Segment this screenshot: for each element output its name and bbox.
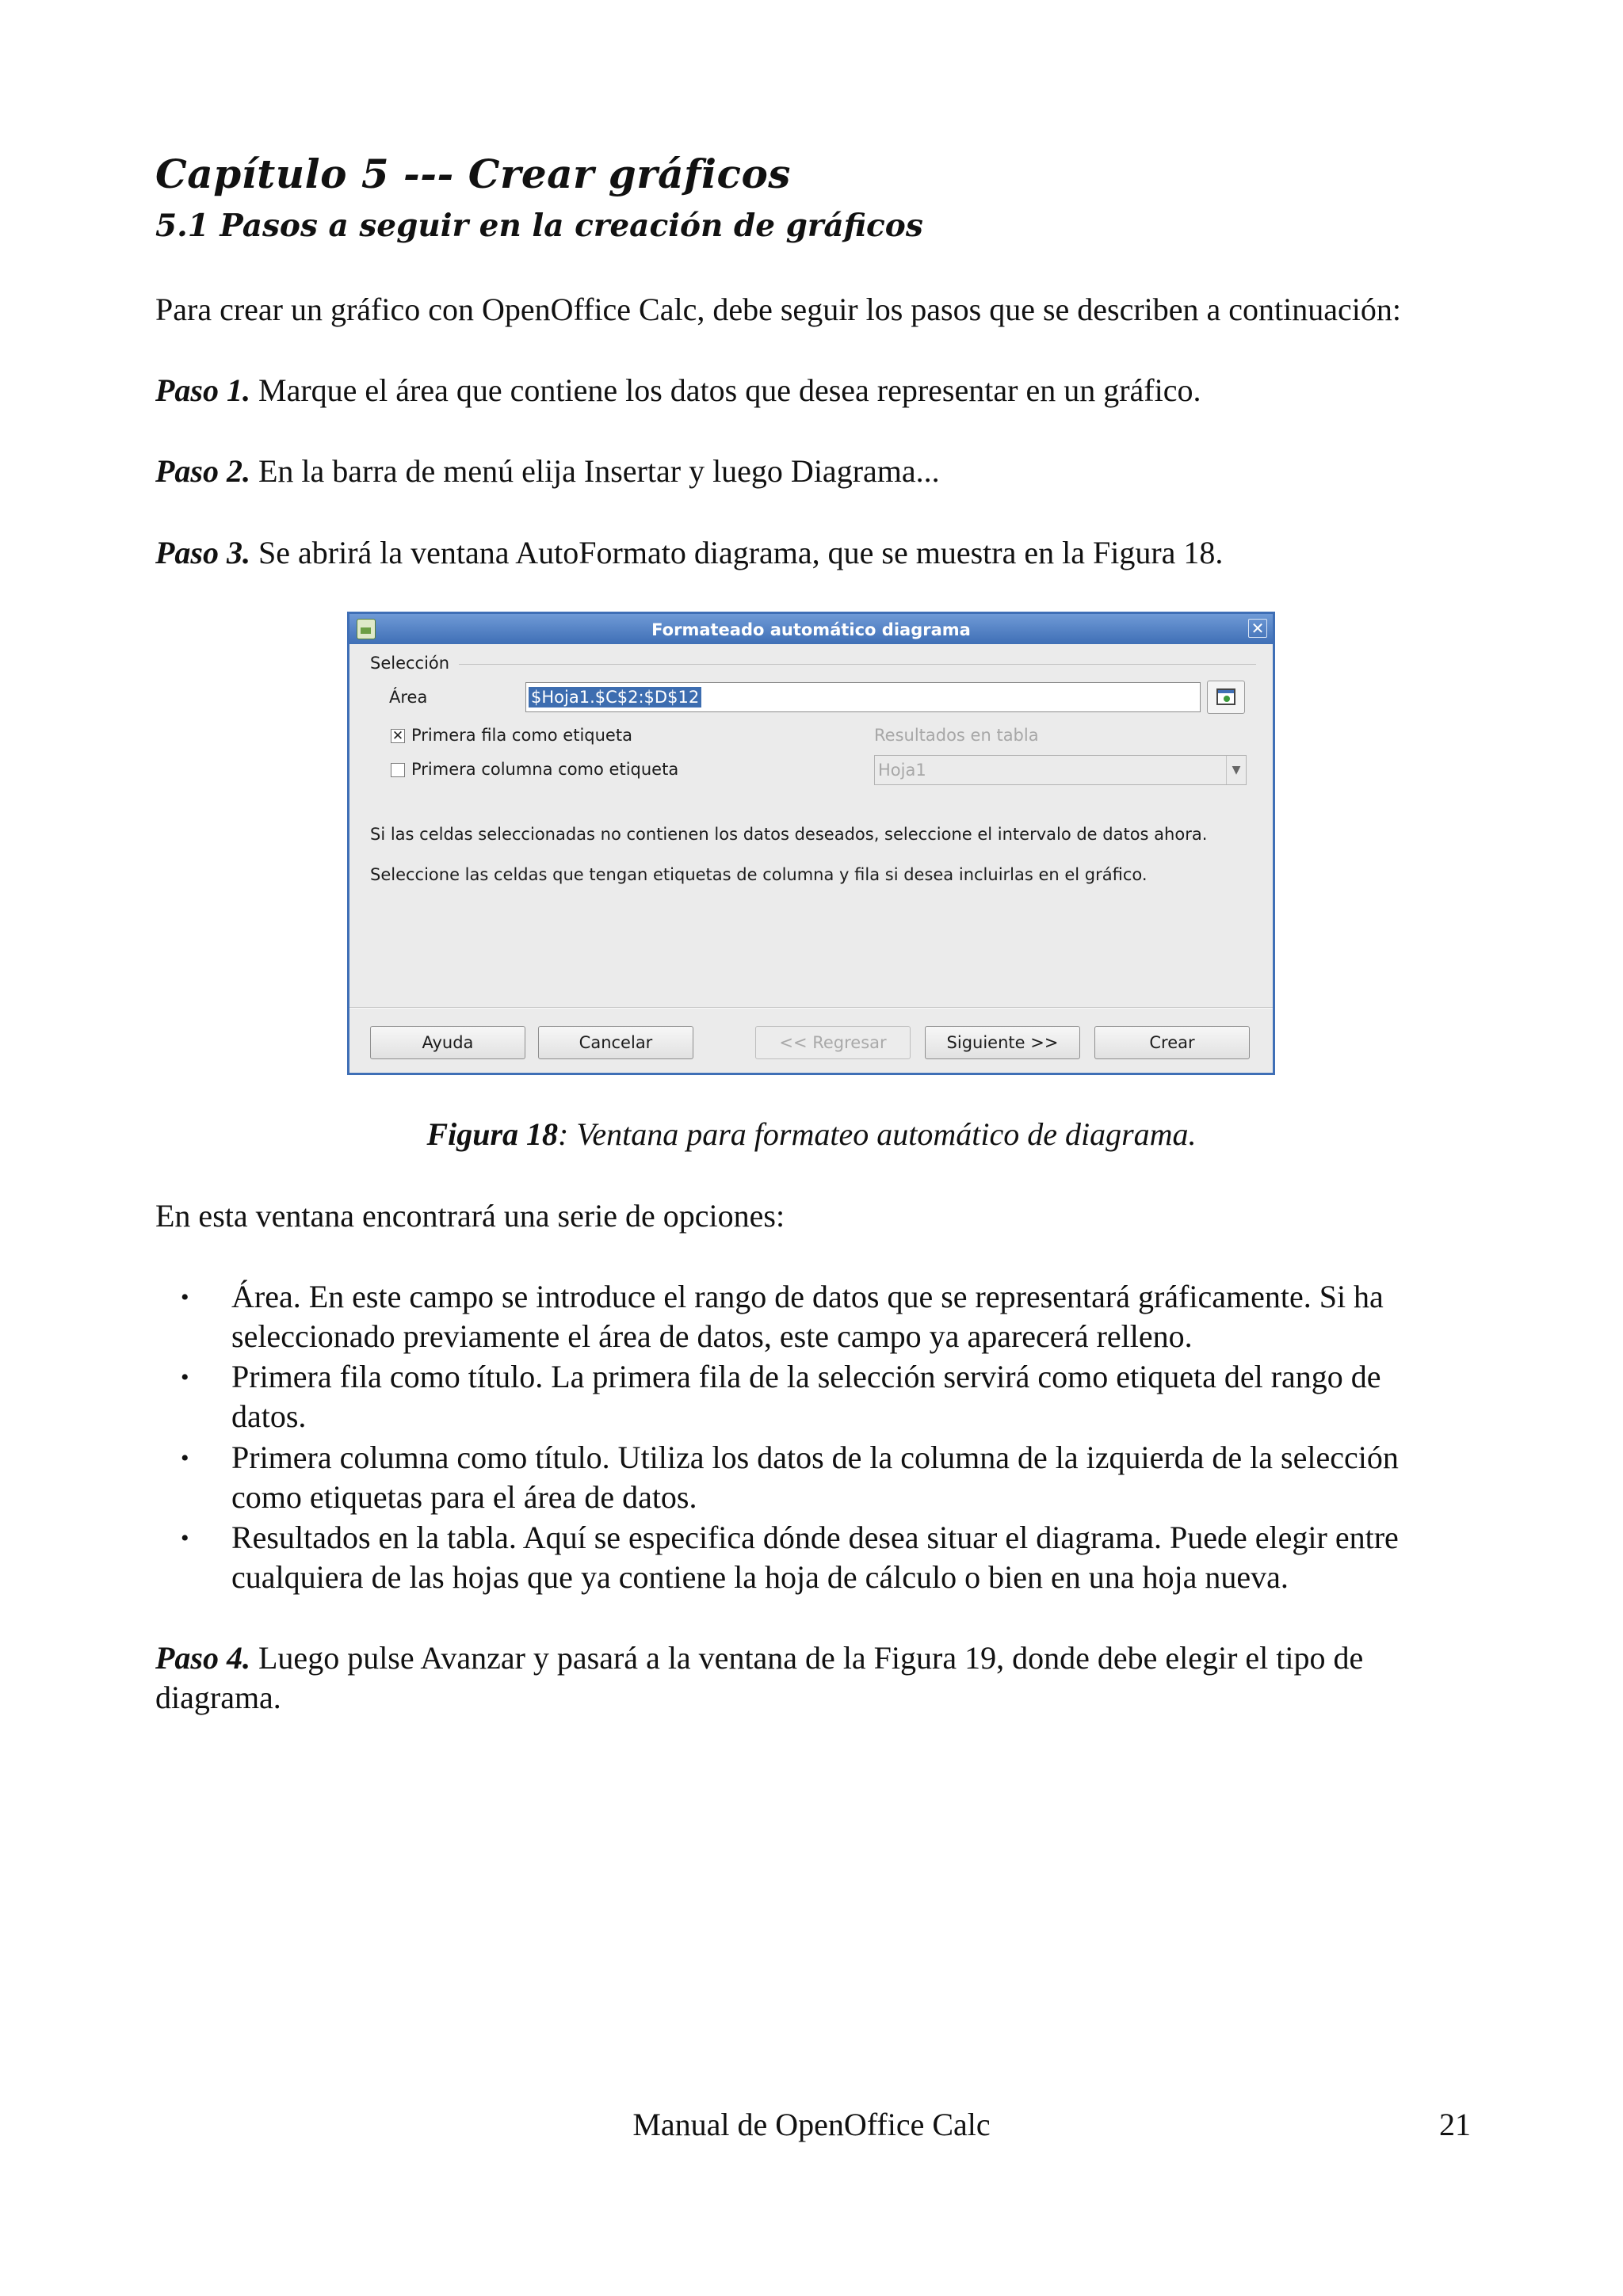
results-select[interactable] <box>874 755 1247 785</box>
step-4-continuation: diagrama. <box>155 1680 281 1715</box>
dialog-titlebar <box>349 614 1273 644</box>
bullet-area-line2: seleccionado previamente el área de datos, este campo ya aparecerá relleno. <box>231 1318 1193 1354</box>
step-3-text: Se abrirá la ventana AutoFormato diagrama, que se muestra en la Figura 18. <box>250 535 1224 570</box>
bullet-marker: • <box>181 1364 189 1390</box>
figure-label: Figura 18 <box>426 1116 559 1152</box>
next-button[interactable]: Siguiente >> <box>925 1026 1080 1059</box>
back-button[interactable]: << Regresar <box>755 1026 911 1059</box>
selection-group-label: Selección <box>370 654 450 673</box>
results-label: Resultados en tabla <box>874 726 1039 745</box>
footer-title: Manual de OpenOffice Calc <box>632 2107 991 2142</box>
autoformat-chart-dialog <box>347 612 1275 1075</box>
area-label: Área <box>389 688 428 707</box>
chapter-heading: Capítulo 5 --- Crear gráficos <box>155 151 791 197</box>
step-3 <box>155 533 1223 573</box>
first-column-label: Primera columna como etiqueta <box>411 760 679 779</box>
step-1-label: Paso 1. <box>155 372 250 408</box>
shrink-icon <box>1216 688 1235 705</box>
bullet-marker: • <box>181 1284 189 1310</box>
bullet-area-line1: Área. En este campo se introduce el rango de datos que se representará gráficamente. Si ha <box>231 1279 1384 1314</box>
bullet-marker: • <box>181 1445 189 1471</box>
step-1-text: Marque el área que contiene los datos que desea representar en un gráfico. <box>250 372 1201 408</box>
bullet-first-row-line2: datos. <box>231 1398 307 1434</box>
step-3-label: Paso 3. <box>155 535 250 570</box>
help-button[interactable]: Ayuda <box>370 1026 525 1059</box>
first-row-label: Primera fila como etiqueta <box>411 726 632 745</box>
shrink-dialog-button[interactable] <box>1207 681 1245 714</box>
section-heading: 5.1 Pasos a seguir en la creación de gráficos <box>155 208 923 244</box>
first-row-checkbox[interactable]: ✕ <box>391 728 404 744</box>
bullet-results-line1: Resultados en la tabla. Aquí se especifica dónde desea situar el diagrama. Puede elegir entre <box>231 1520 1399 1555</box>
figure-caption <box>0 1116 1623 1153</box>
step-2-label: Paso 2. <box>155 453 250 489</box>
page-number: 21 <box>1439 2107 1471 2142</box>
step-4 <box>155 1638 1363 1678</box>
step-1 <box>155 371 1201 410</box>
intro-paragraph: Para crear un gráfico con OpenOffice Calc, debe seguir los pasos que se describen a continuación: <box>155 292 1401 327</box>
bullet-first-row-line1: Primera fila como título. La primera fila de la selección servirá como etiqueta del rango de <box>231 1359 1381 1394</box>
step-2-text: En la barra de menú elija Insertar y luego Diagrama... <box>250 453 940 489</box>
figure-caption-text: : Ventana para formateo automático de diagrama. <box>558 1116 1197 1152</box>
step-4-label: Paso 4. <box>155 1640 250 1676</box>
step-2 <box>155 452 940 491</box>
options-intro: En esta ventana encontrará una serie de opciones: <box>155 1198 785 1234</box>
step-4-text: Luego pulse Avanzar y pasará a la ventana de la Figura 19, donde debe elegir el tipo de <box>250 1640 1364 1676</box>
bullet-first-column-line1: Primera columna como título. Utiliza los datos de la columna de la izquierda de la selección <box>231 1440 1399 1475</box>
group-divider <box>459 664 1256 665</box>
create-button[interactable]: Crear <box>1094 1026 1250 1059</box>
area-input-value: $Hoja1.$C$2:$D$12 <box>529 687 701 707</box>
dialog-title: Formateado automático diagrama <box>651 620 971 639</box>
area-input[interactable] <box>525 682 1201 712</box>
cancel-button[interactable]: Cancelar <box>538 1026 693 1059</box>
close-icon[interactable]: ✕ <box>1248 619 1267 638</box>
first-column-checkbox[interactable] <box>391 763 405 777</box>
bullet-first-column-line2: como etiquetas para el área de datos. <box>231 1479 697 1515</box>
bullet-results-line2: cualquiera de las hojas que ya contiene la hoja de cálculo o bien en una hoja nueva. <box>231 1559 1289 1595</box>
info-text-2: Seleccione las celdas que tengan etiquetas de columna y fila si desea incluirlas en el gráfico. <box>370 865 1148 884</box>
button-separator <box>349 1007 1273 1009</box>
info-text-1: Si las celdas seleccionadas no contienen los datos deseados, seleccione el intervalo de datos ahora. <box>370 825 1208 844</box>
results-select-value: Hoja1 <box>878 761 926 780</box>
bullet-marker: • <box>181 1525 189 1551</box>
chevron-down-icon: ▼ <box>1226 756 1246 784</box>
